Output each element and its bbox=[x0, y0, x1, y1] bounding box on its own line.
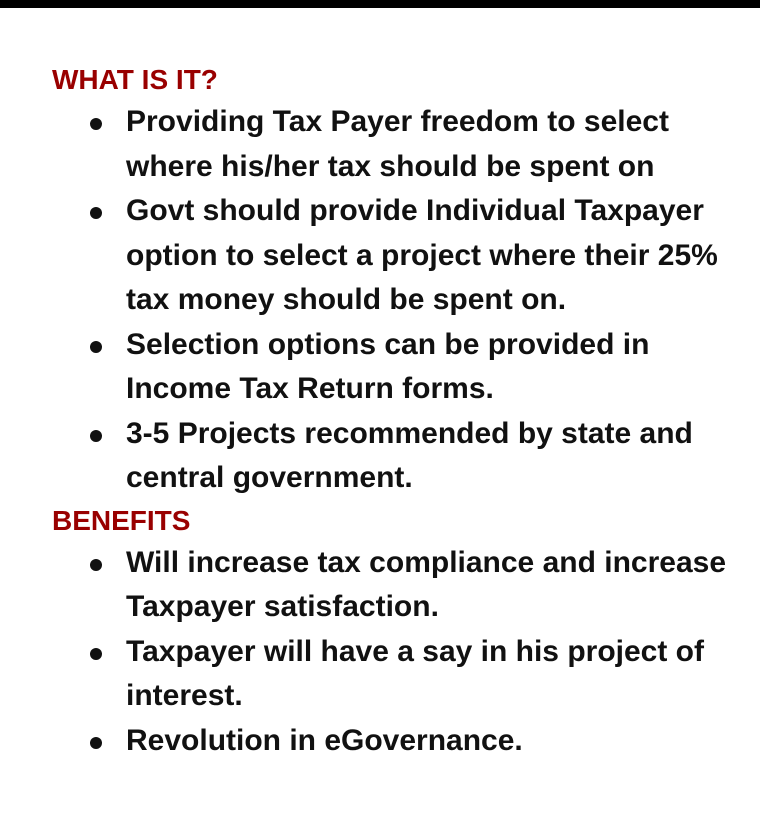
list-item-text: Providing Tax Payer freedom to select where his/her tax should be spent on bbox=[126, 105, 669, 183]
list-item-text: Selection options can be provided in Income Tax Return forms. bbox=[126, 327, 650, 405]
list-item-text: 3-5 Projects recommended by state and central government. bbox=[126, 416, 693, 494]
top-border bbox=[0, 0, 760, 8]
benefits-list bbox=[52, 541, 742, 764]
bullet-icon bbox=[90, 207, 102, 219]
list-item bbox=[52, 189, 742, 323]
list-item bbox=[52, 100, 742, 189]
list-item-text: Revolution in eGovernance. bbox=[126, 723, 523, 757]
what-is-it-heading: WHAT IS IT? bbox=[52, 64, 218, 95]
list-item bbox=[52, 541, 742, 630]
bullet-icon bbox=[90, 430, 102, 442]
list-item bbox=[52, 719, 742, 764]
list-item bbox=[52, 412, 742, 501]
bullet-icon bbox=[90, 559, 102, 571]
list-item bbox=[52, 630, 742, 719]
bullet-icon bbox=[90, 648, 102, 660]
benefits-heading: BENEFITS bbox=[52, 504, 191, 536]
list-item-text: Taxpayer will have a say in his project of interest. bbox=[126, 634, 704, 712]
document-body bbox=[52, 56, 742, 763]
bullet-icon bbox=[90, 118, 102, 130]
list-item bbox=[52, 323, 742, 412]
bullet-icon bbox=[90, 341, 102, 353]
list-item-text: Govt should provide Individual Taxpayer option to select a project where their 25% tax money should be spent on. bbox=[126, 194, 718, 316]
what-is-it-list bbox=[52, 100, 742, 501]
bullet-icon bbox=[90, 737, 102, 749]
list-item-text: Will increase tax compliance and increase Taxpayer satisfaction. bbox=[126, 545, 726, 623]
